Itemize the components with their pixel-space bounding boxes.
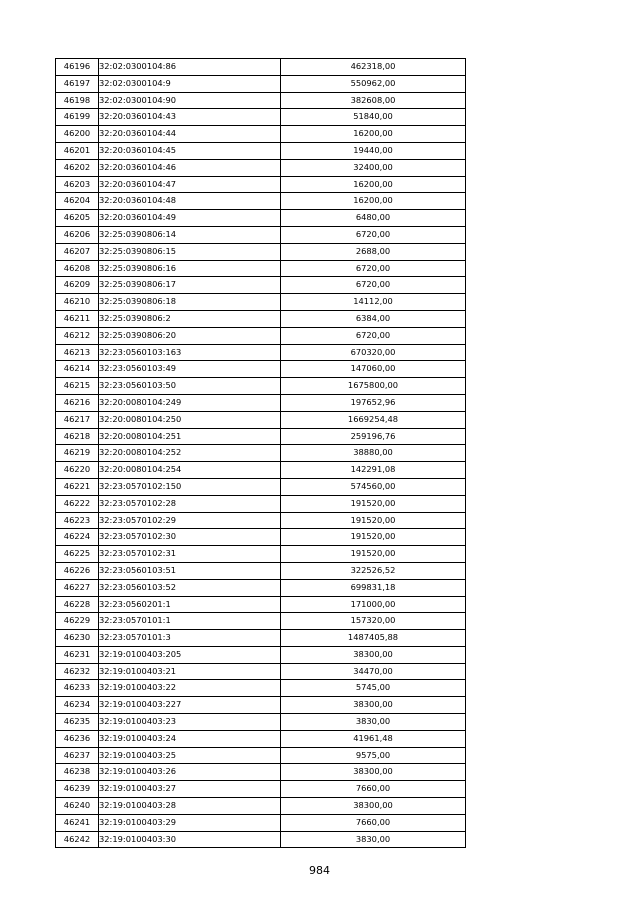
cadastral-number-cell: 32:23:0560103:49 — [99, 361, 281, 378]
cadastral-number-cell: 32:19:0100403:22 — [99, 680, 281, 697]
cadastral-number-cell: 32:20:0080104:251 — [99, 428, 281, 445]
cadastral-value-cell: 462318,00 — [281, 59, 466, 76]
cadastral-value-cell: 6720,00 — [281, 226, 466, 243]
cadastral-value-cell: 699831,18 — [281, 579, 466, 596]
cadastral-value-cell: 34470,00 — [281, 663, 466, 680]
cadastral-value-cell: 1669254,48 — [281, 411, 466, 428]
table-row — [56, 260, 466, 277]
cadastral-value-cell: 38300,00 — [281, 697, 466, 714]
cadastral-number-cell: 32:02:0300104:86 — [99, 59, 281, 76]
cadastral-number-cell: 32:19:0100403:26 — [99, 764, 281, 781]
cadastral-value-cell: 550962,00 — [281, 75, 466, 92]
cadastral-number-cell: 32:20:0080104:249 — [99, 394, 281, 411]
table-row — [56, 646, 466, 663]
cadastral-number-cell: 32:19:0100403:227 — [99, 697, 281, 714]
cadastral-number-cell: 32:23:0560103:50 — [99, 378, 281, 395]
row-number-cell: 46240 — [56, 798, 99, 815]
cadastral-number-cell: 32:19:0100403:28 — [99, 798, 281, 815]
cadastral-value-cell: 382608,00 — [281, 92, 466, 109]
cadastral-number-cell: 32:20:0360104:48 — [99, 193, 281, 210]
cadastral-number-cell: 32:20:0360104:43 — [99, 109, 281, 126]
row-number-cell: 46233 — [56, 680, 99, 697]
cadastral-number-cell: 32:23:0560103:51 — [99, 562, 281, 579]
row-number-cell: 46228 — [56, 596, 99, 613]
cadastral-number-cell: 32:20:0080104:254 — [99, 462, 281, 479]
cadastral-number-cell: 32:25:0390806:18 — [99, 294, 281, 311]
cadastral-value-cell: 191520,00 — [281, 495, 466, 512]
table-row — [56, 512, 466, 529]
table-row — [56, 546, 466, 563]
cadastral-number-cell: 32:25:0390806:16 — [99, 260, 281, 277]
cadastral-value-cell: 5745,00 — [281, 680, 466, 697]
table-row — [56, 747, 466, 764]
row-number-cell: 46196 — [56, 59, 99, 76]
cadastral-number-cell: 32:20:0360104:49 — [99, 210, 281, 227]
cadastral-number-cell: 32:20:0080104:250 — [99, 411, 281, 428]
table-row — [56, 411, 466, 428]
cadastral-value-cell: 14112,00 — [281, 294, 466, 311]
cadastral-number-cell: 32:19:0100403:24 — [99, 730, 281, 747]
row-number-cell: 46231 — [56, 646, 99, 663]
cadastral-number-cell: 32:20:0080104:252 — [99, 445, 281, 462]
cadastral-number-cell: 32:25:0390806:2 — [99, 310, 281, 327]
row-number-cell: 46200 — [56, 126, 99, 143]
table-row — [56, 663, 466, 680]
cadastral-number-cell: 32:23:0570101:3 — [99, 630, 281, 647]
row-number-cell: 46235 — [56, 714, 99, 731]
cadastral-value-cell: 1675800,00 — [281, 378, 466, 395]
row-number-cell: 46198 — [56, 92, 99, 109]
row-number-cell: 46238 — [56, 764, 99, 781]
table-row — [56, 798, 466, 815]
table-row — [56, 714, 466, 731]
table-row — [56, 310, 466, 327]
cadastral-value-cell: 51840,00 — [281, 109, 466, 126]
table-row — [56, 277, 466, 294]
cadastral-value-cell: 6720,00 — [281, 327, 466, 344]
row-number-cell: 46232 — [56, 663, 99, 680]
cadastral-value-cell: 171000,00 — [281, 596, 466, 613]
cadastral-number-cell: 32:19:0100403:30 — [99, 831, 281, 848]
cadastral-number-cell: 32:23:0560103:163 — [99, 344, 281, 361]
cadastral-number-cell: 32:23:0560103:52 — [99, 579, 281, 596]
cadastral-value-cell: 7660,00 — [281, 814, 466, 831]
table-row — [56, 75, 466, 92]
row-number-cell: 46242 — [56, 831, 99, 848]
table-row — [56, 764, 466, 781]
cadastral-number-cell: 32:23:0560201:1 — [99, 596, 281, 613]
row-number-cell: 46226 — [56, 562, 99, 579]
cadastral-value-cell: 6384,00 — [281, 310, 466, 327]
cadastral-value-cell: 322526,52 — [281, 562, 466, 579]
table-row — [56, 361, 466, 378]
row-number-cell: 46207 — [56, 243, 99, 260]
row-number-cell: 46225 — [56, 546, 99, 563]
cadastral-value-cell: 2688,00 — [281, 243, 466, 260]
cadastral-value-cell: 6720,00 — [281, 277, 466, 294]
table-row — [56, 781, 466, 798]
cadastral-number-cell: 32:19:0100403:25 — [99, 747, 281, 764]
cadastral-number-cell: 32:23:0570102:31 — [99, 546, 281, 563]
row-number-cell: 46219 — [56, 445, 99, 462]
cadastral-number-cell: 32:25:0390806:15 — [99, 243, 281, 260]
row-number-cell: 46223 — [56, 512, 99, 529]
table-row — [56, 394, 466, 411]
row-number-cell: 46239 — [56, 781, 99, 798]
row-number-cell: 46237 — [56, 747, 99, 764]
table-row — [56, 495, 466, 512]
table-row — [56, 596, 466, 613]
table-row — [56, 630, 466, 647]
row-number-cell: 46216 — [56, 394, 99, 411]
cadastral-number-cell: 32:19:0100403:23 — [99, 714, 281, 731]
row-number-cell: 46236 — [56, 730, 99, 747]
row-number-cell: 46208 — [56, 260, 99, 277]
cadastral-value-cell: 41961,48 — [281, 730, 466, 747]
cadastral-value-cell: 7660,00 — [281, 781, 466, 798]
table-row — [56, 428, 466, 445]
row-number-cell: 46224 — [56, 529, 99, 546]
page-number: 984 — [309, 864, 330, 877]
cadastral-value-cell: 191520,00 — [281, 512, 466, 529]
table-row — [56, 378, 466, 395]
cadastral-number-cell: 32:25:0390806:17 — [99, 277, 281, 294]
row-number-cell: 46204 — [56, 193, 99, 210]
cadastral-value-cell: 157320,00 — [281, 613, 466, 630]
table-row — [56, 327, 466, 344]
cadastral-value-cell: 259196,76 — [281, 428, 466, 445]
cadastral-value-cell: 16200,00 — [281, 176, 466, 193]
table-row — [56, 344, 466, 361]
row-number-cell: 46227 — [56, 579, 99, 596]
table-row — [56, 294, 466, 311]
row-number-cell: 46229 — [56, 613, 99, 630]
cadastral-number-cell: 32:23:0570101:1 — [99, 613, 281, 630]
cadastral-number-cell: 32:25:0390806:20 — [99, 327, 281, 344]
cadastral-value-cell: 191520,00 — [281, 529, 466, 546]
table-row — [56, 210, 466, 227]
cadastral-value-cell: 38300,00 — [281, 798, 466, 815]
table-row — [56, 529, 466, 546]
table-row — [56, 680, 466, 697]
cadastral-value-cell: 38300,00 — [281, 646, 466, 663]
row-number-cell: 46210 — [56, 294, 99, 311]
table-row — [56, 478, 466, 495]
row-number-cell: 46199 — [56, 109, 99, 126]
row-number-cell: 46205 — [56, 210, 99, 227]
row-number-cell: 46221 — [56, 478, 99, 495]
table-row — [56, 697, 466, 714]
cadastral-number-cell: 32:20:0360104:45 — [99, 142, 281, 159]
cadastral-value-cell: 16200,00 — [281, 126, 466, 143]
table-row — [56, 126, 466, 143]
cadastral-number-cell: 32:23:0570102:29 — [99, 512, 281, 529]
table-row — [56, 445, 466, 462]
cadastral-value-cell: 1487405,88 — [281, 630, 466, 647]
cadastral-value-cell: 142291,08 — [281, 462, 466, 479]
cadastral-value-cell: 38880,00 — [281, 445, 466, 462]
cadastral-value-cell: 574560,00 — [281, 478, 466, 495]
table-row — [56, 814, 466, 831]
cadastral-number-cell: 32:20:0360104:44 — [99, 126, 281, 143]
cadastral-value-table — [55, 58, 466, 848]
row-number-cell: 46222 — [56, 495, 99, 512]
cadastral-number-cell: 32:23:0570102:28 — [99, 495, 281, 512]
row-number-cell: 46206 — [56, 226, 99, 243]
cadastral-number-cell: 32:02:0300104:9 — [99, 75, 281, 92]
row-number-cell: 46211 — [56, 310, 99, 327]
cadastral-number-cell: 32:02:0300104:90 — [99, 92, 281, 109]
cadastral-number-cell: 32:19:0100403:21 — [99, 663, 281, 680]
cadastral-value-cell: 3830,00 — [281, 714, 466, 731]
cadastral-number-cell: 32:23:0570102:150 — [99, 478, 281, 495]
table-row — [56, 730, 466, 747]
table-row — [56, 562, 466, 579]
row-number-cell: 46213 — [56, 344, 99, 361]
cadastral-number-cell: 32:19:0100403:29 — [99, 814, 281, 831]
table-row — [56, 92, 466, 109]
table-row — [56, 142, 466, 159]
table-row — [56, 59, 466, 76]
cadastral-value-cell: 6480,00 — [281, 210, 466, 227]
table-row — [56, 193, 466, 210]
cadastral-value-cell: 9575,00 — [281, 747, 466, 764]
cadastral-number-cell: 32:20:0360104:47 — [99, 176, 281, 193]
row-number-cell: 46241 — [56, 814, 99, 831]
table-body — [56, 59, 466, 848]
row-number-cell: 46230 — [56, 630, 99, 647]
cadastral-value-cell: 191520,00 — [281, 546, 466, 563]
cadastral-number-cell: 32:25:0390806:14 — [99, 226, 281, 243]
cadastral-number-cell: 32:19:0100403:27 — [99, 781, 281, 798]
row-number-cell: 46218 — [56, 428, 99, 445]
table-row — [56, 176, 466, 193]
cadastral-number-cell: 32:19:0100403:205 — [99, 646, 281, 663]
row-number-cell: 46214 — [56, 361, 99, 378]
table-row — [56, 109, 466, 126]
row-number-cell: 46212 — [56, 327, 99, 344]
cadastral-value-cell: 670320,00 — [281, 344, 466, 361]
cadastral-value-cell: 38300,00 — [281, 764, 466, 781]
table-row — [56, 243, 466, 260]
row-number-cell: 46234 — [56, 697, 99, 714]
table-row — [56, 613, 466, 630]
cadastral-value-cell: 197652,96 — [281, 394, 466, 411]
row-number-cell: 46209 — [56, 277, 99, 294]
row-number-cell: 46215 — [56, 378, 99, 395]
row-number-cell: 46220 — [56, 462, 99, 479]
table-row — [56, 462, 466, 479]
row-number-cell: 46202 — [56, 159, 99, 176]
cadastral-value-cell: 6720,00 — [281, 260, 466, 277]
row-number-cell: 46201 — [56, 142, 99, 159]
cadastral-number-cell: 32:23:0570102:30 — [99, 529, 281, 546]
table-row — [56, 159, 466, 176]
table-row — [56, 831, 466, 848]
cadastral-number-cell: 32:20:0360104:46 — [99, 159, 281, 176]
table-row — [56, 579, 466, 596]
row-number-cell: 46197 — [56, 75, 99, 92]
row-number-cell: 46217 — [56, 411, 99, 428]
cadastral-value-cell: 3830,00 — [281, 831, 466, 848]
cadastral-value-cell: 19440,00 — [281, 142, 466, 159]
row-number-cell: 46203 — [56, 176, 99, 193]
cadastral-value-cell: 32400,00 — [281, 159, 466, 176]
cadastral-value-cell: 147060,00 — [281, 361, 466, 378]
cadastral-value-cell: 16200,00 — [281, 193, 466, 210]
table-row — [56, 226, 466, 243]
